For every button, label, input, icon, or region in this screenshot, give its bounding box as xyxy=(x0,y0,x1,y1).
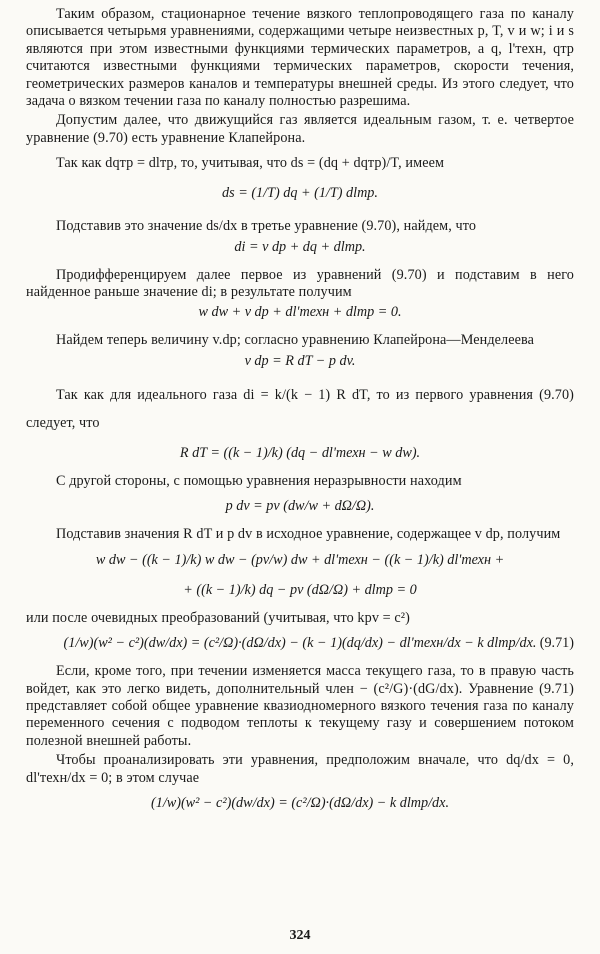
equation-combined-line-1: w dw − ((k − 1)/k) w dw − (pv/w) dw + dl'техн − ((k − 1)/k) dl'техн + xyxy=(95,551,505,568)
paragraph-10: или после очевидных преобразований (учитывая, что kpv = c²) xyxy=(26,609,410,626)
paragraph-12: Чтобы проанализировать эти уравнения, предположим вначале, что dq/dx = 0, dl'техн/dx = 0; в этом случае xyxy=(26,752,574,786)
paragraph-3: Так как dqтр = dlтр, то, учитывая, что ds = (dq + dqтр)/T, имеем xyxy=(56,155,445,172)
equation-rdt: R dT = ((k − 1)/k) (dq − dl'техн − w dw). xyxy=(179,444,421,461)
paragraph-2: Допустим далее, что движущийся газ является идеальным газом, т. е. четвертое уравнение (9.70) есть уравнение Клапейрона. xyxy=(26,112,574,146)
page-content xyxy=(26,6,574,819)
equation-di: di = v dp + dq + dlтр. xyxy=(234,238,366,255)
equation-9-71-body: (1/w)(w² − c²)(dw/dx) = (c²/Ω)·(dΩ/dx) − (k − 1)(dq/dx) − dl'техн/dx − k dlтр/dx. xyxy=(63,635,537,652)
equation-pdv: p dv = pv (dw/w + dΩ/Ω). xyxy=(225,498,375,515)
equation-clapeyron: v dp = R dT − p dv. xyxy=(244,352,356,369)
paragraph-6: Найдем теперь величину v.dp; согласно уравнению Клапейрона—Менделеева xyxy=(56,332,535,349)
equation-9-71 xyxy=(26,629,574,657)
paragraph-7: Так как для идеального газа di = k/(k − 1) R dT, то из первого уравнения (9.70) следует, что xyxy=(26,386,574,431)
page-number: 324 xyxy=(289,928,311,943)
equation-ds: ds = (1/T) dq + (1/T) dlтр. xyxy=(222,185,378,202)
equation-number: (9.71) xyxy=(539,635,574,652)
paragraph-9: Подставив значения R dT и p dv в исходное уравнение, содержащее v dp, получим xyxy=(56,526,561,543)
paragraph-5: Продифференцируем далее первое из уравнений (9.70) и подставим в него найденное раньше значение di; в результате получим xyxy=(26,266,574,301)
paragraph-4: Подставив это значение ds/dx в третье уравнение (9.70), найдем, что xyxy=(56,218,477,235)
equation-simplified: (1/w)(w² − c²)(dw/dx) = (c²/Ω)·(dΩ/dx) − k dlтр/dx. xyxy=(151,794,449,811)
paragraph-8: С другой стороны, с помощью уравнения неразрывности находим xyxy=(56,472,462,489)
paragraph-1: Таким образом, стационарное течение вязкого теплопроводящего газа по каналу описывается четырьмя уравнениями, содержащими четыре неизвестных p, T, v и w; i и s являются при этом известными функциями термических параметров, а q, l'техн, qтр считаются известными функциями термических параметров, скорости течения, геометрических размеров каналов и температуры внешней среды. Из этого следует, что задача о вязком течении газа по каналу полностью разрешима. xyxy=(26,6,574,110)
equation-energy: w dw + v dp + dl'техн + dlтр = 0. xyxy=(198,304,402,321)
equation-combined-line-2: + ((k − 1)/k) dq − pv (dΩ/Ω) + dlтр = 0 xyxy=(183,581,417,598)
paragraph-11: Если, кроме того, при течении изменяется масса текущего газа, то в правую часть войдет, как это легко видеть, дополнительный член − (c²/G)·(dG/dx). Уравнение (9.71) представляет собой общее уравнение квазиодномерного вязкого течения газа по каналу переменного сечения с подводом теплоты к текущему газу и совершением потоком полезной внешней работы. xyxy=(26,663,574,749)
